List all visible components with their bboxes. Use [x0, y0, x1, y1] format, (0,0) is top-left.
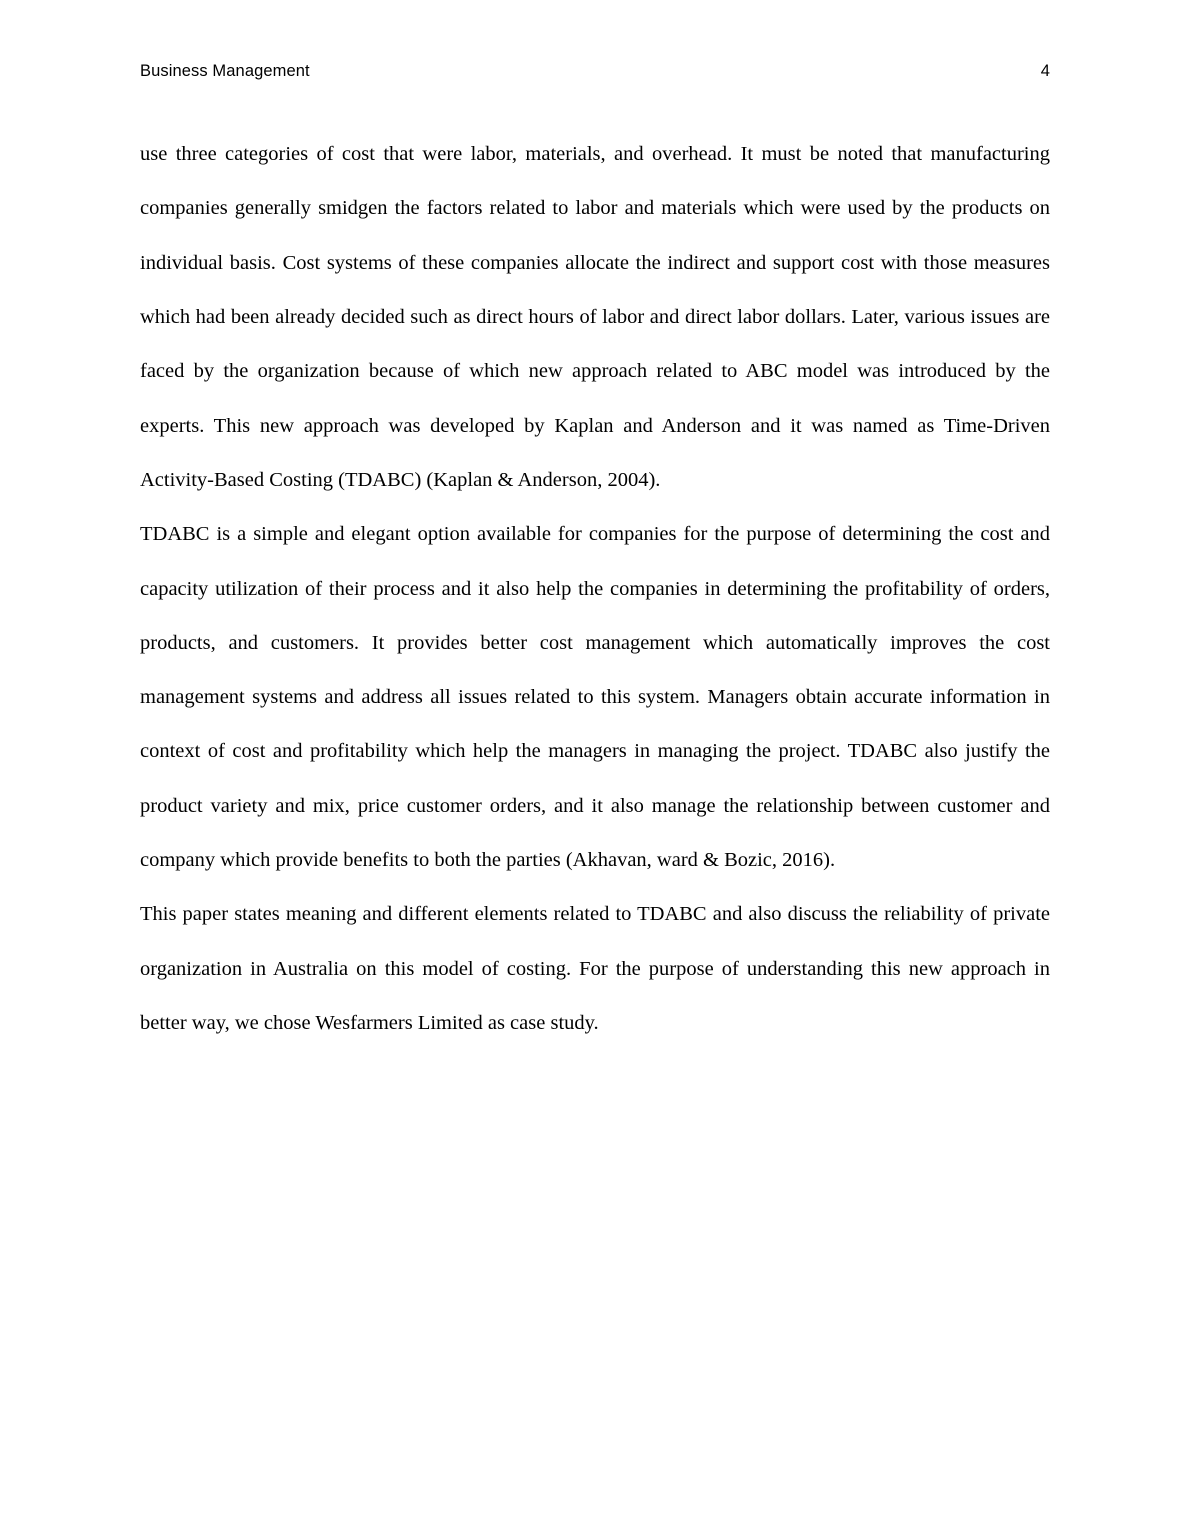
document-body [140, 127, 1050, 1050]
body-paragraph-1: use three categories of cost that were labor, materials, and overhead. It must be noted that manufacturing companies generally smidgen the factors related to labor and materials which were used by the products on individual basis. Cost systems of these companies allocate the indirect and support cost with those measures which had been already decided such as direct hours of labor and direct labor dollars. Later, various issues are faced by the organization because of which new approach related to ABC model was introduced by the experts. This new approach was developed by Kaplan and Anderson and it was named as Time-Driven Activity-Based Costing (TDABC) (Kaplan & Anderson, 2004). [140, 143, 1050, 491]
header-document-title: Business Management [140, 62, 310, 80]
page-header [140, 62, 1050, 81]
body-paragraph-3: This paper states meaning and different elements related to TDABC and also discuss the reliability of private organization in Australia on this model of costing. For the purpose of understanding this new approach in better way, we chose Wesfarmers Limited as case study. [140, 903, 1050, 1034]
body-paragraph-2: TDABC is a simple and elegant option available for companies for the purpose of determining the cost and capacity utilization of their process and it also help the companies in determining the profitability of orders, products, and customers. It provides better cost management which automatically improves the cost management systems and address all issues related to this system. Managers obtain accurate information in context of cost and profitability which help the managers in managing the project. TDABC also justify the product variety and mix, price customer orders, and it also manage the relationship between customer and company which provide benefits to both the parties (Akhavan, ward & Bozic, 2016). [140, 523, 1050, 872]
header-page-number: 4 [1040, 62, 1050, 80]
